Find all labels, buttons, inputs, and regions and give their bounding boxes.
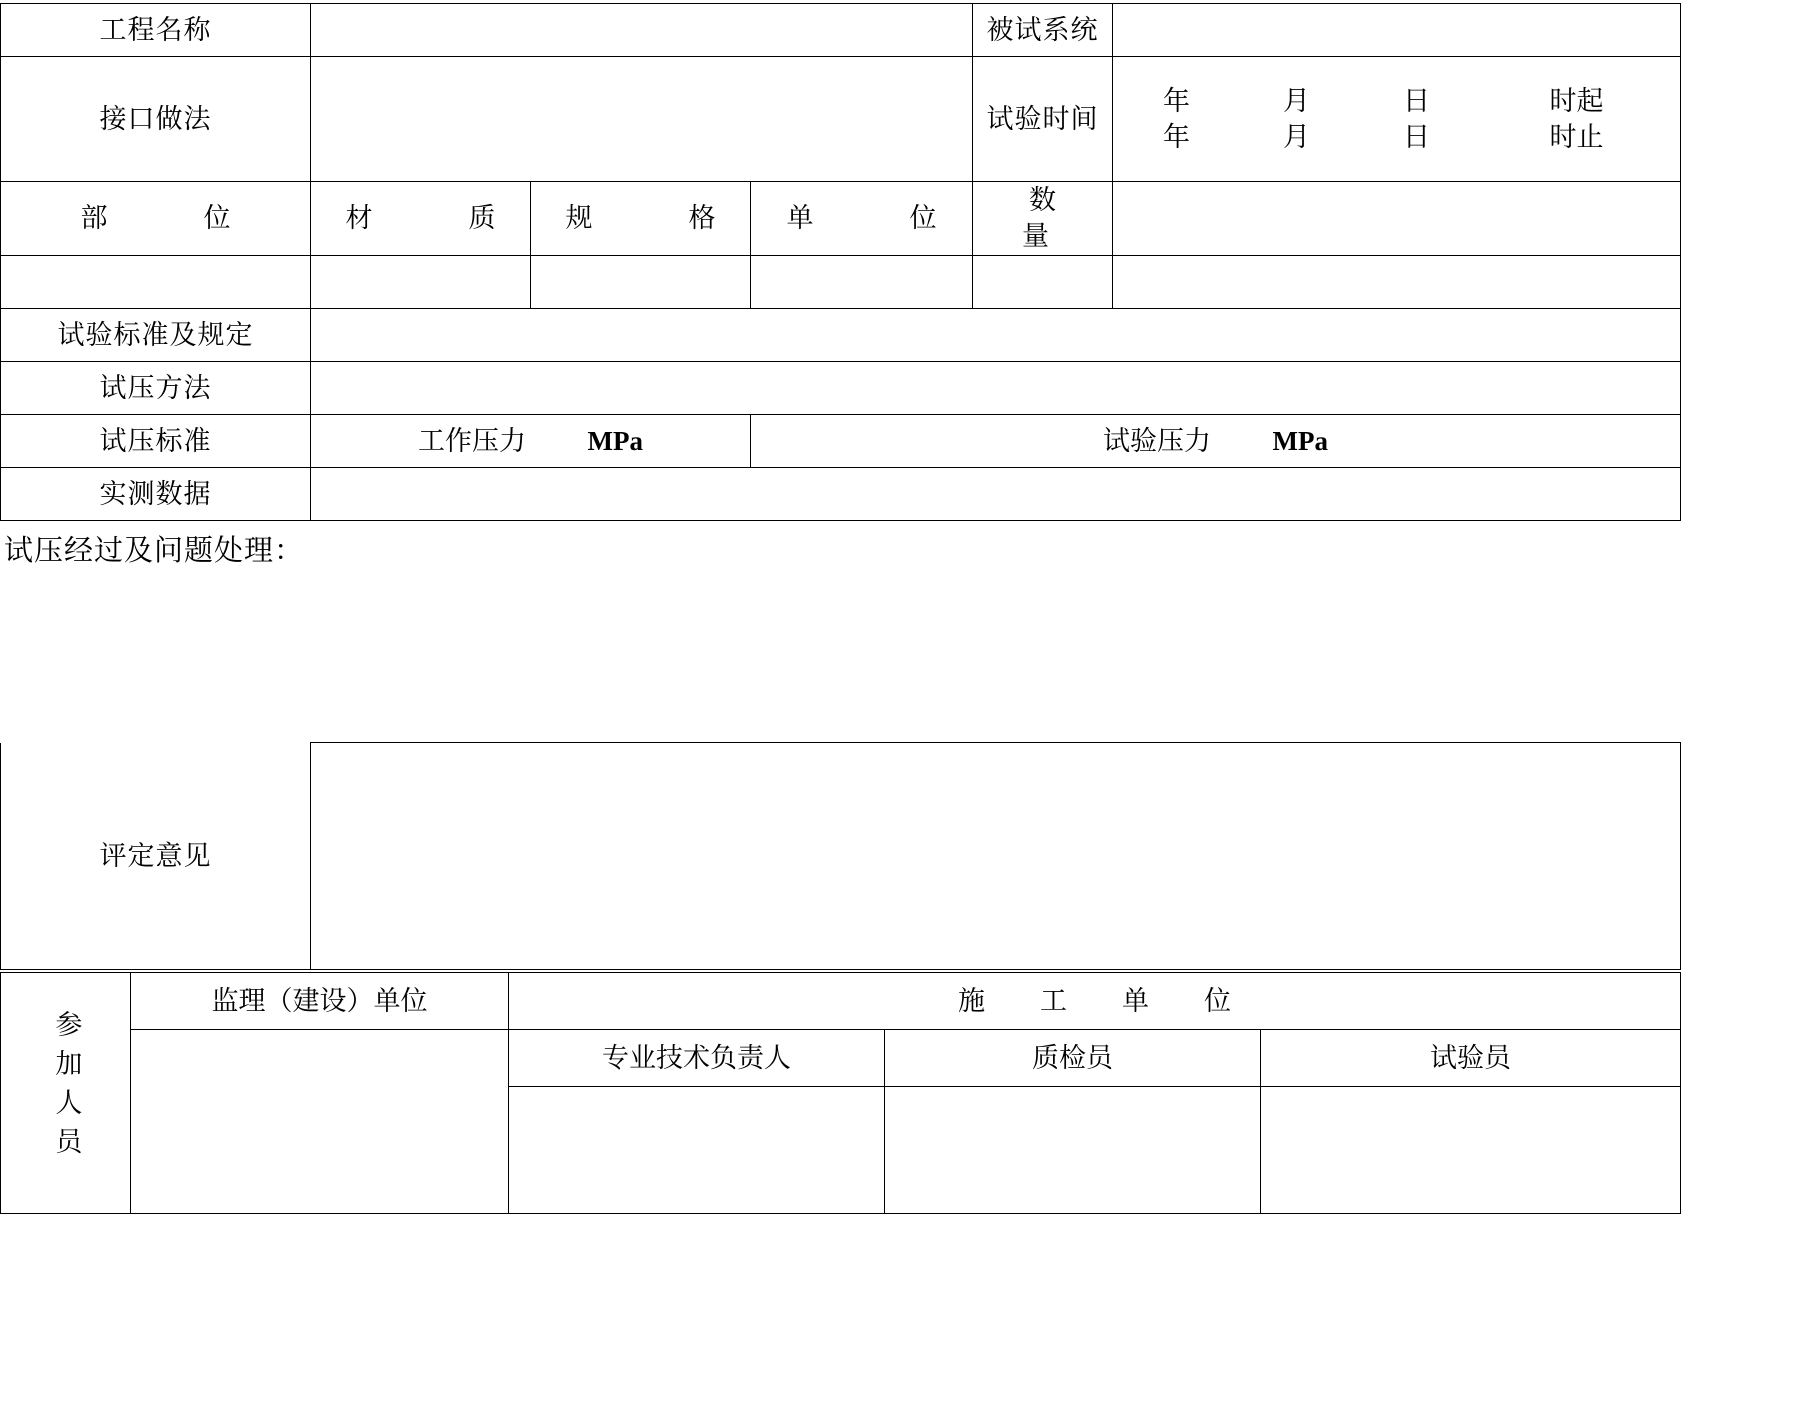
label-participants <box>1 973 131 1214</box>
end-month-label: 月 <box>1283 122 1311 152</box>
input-test-time[interactable] <box>1113 57 1681 182</box>
table-row-participants-subheader <box>1 1030 1681 1087</box>
header-quality-inspector: 质检员 <box>885 1030 1261 1087</box>
input-tested-system[interactable] <box>1113 4 1681 57</box>
input-evaluation-opinion[interactable] <box>311 743 1681 970</box>
input-supervisor-unit[interactable] <box>131 1030 509 1214</box>
test-time-start-line <box>1113 83 1680 119</box>
table-row-joint-method <box>1 57 1681 182</box>
header-technical-lead: 专业技术负责人 <box>509 1030 885 1087</box>
table-row-project <box>1 4 1681 57</box>
opinion-table <box>0 742 1681 970</box>
table-row-material-values <box>1 255 1681 308</box>
start-month-label: 月 <box>1283 85 1311 116</box>
label-tested-system: 被试系统 <box>973 4 1113 57</box>
input-test-method[interactable] <box>311 361 1681 414</box>
header-construction-unit: 施 工 单 位 <box>509 973 1681 1030</box>
input-technical-lead[interactable] <box>509 1087 885 1214</box>
table-row-measured-data <box>1 467 1681 520</box>
input-project-name[interactable] <box>311 4 973 57</box>
start-day-label: 日 <box>1403 85 1431 116</box>
header-tester: 试验员 <box>1261 1030 1681 1087</box>
header-part: 部 位 <box>1 182 311 256</box>
cell-unit-value[interactable] <box>751 255 973 308</box>
cell-tail-value[interactable] <box>1113 255 1681 308</box>
input-test-standard[interactable] <box>311 308 1681 361</box>
header-material: 材 质 <box>311 182 531 256</box>
header-supervisor-unit: 监理（建设）单位 <box>131 973 509 1030</box>
table-row-opinion <box>1 743 1681 970</box>
input-joint-method[interactable] <box>311 57 973 182</box>
input-tester[interactable] <box>1261 1087 1681 1214</box>
label-test-pressure: 试验压力 <box>1103 425 1212 456</box>
start-year-label: 年 <box>1163 85 1191 116</box>
input-quality-inspector[interactable] <box>885 1087 1261 1214</box>
label-measured-data: 实测数据 <box>1 467 311 520</box>
header-unit: 单 位 <box>751 182 973 256</box>
label-pressure-standard: 试压标准 <box>1 414 311 467</box>
table-row-pressure-standard <box>1 414 1681 467</box>
unit-working-pressure: MPa <box>587 425 643 456</box>
label-test-method: 试压方法 <box>1 361 311 414</box>
input-measured-data[interactable] <box>311 467 1681 520</box>
start-hour-label: 时起 <box>1549 85 1604 116</box>
upper-table <box>0 3 1681 521</box>
cell-material-value[interactable] <box>311 255 531 308</box>
label-test-standard: 试验标准及规定 <box>1 308 311 361</box>
end-year-label: 年 <box>1163 122 1191 152</box>
header-tail-blank <box>1113 182 1681 256</box>
end-hour-label: 时止 <box>1549 122 1604 152</box>
table-row-test-standard <box>1 308 1681 361</box>
participants-table <box>0 972 1681 1214</box>
header-specification: 规 格 <box>531 182 751 256</box>
table-row-test-method <box>1 361 1681 414</box>
unit-test-pressure: MPa <box>1272 425 1328 456</box>
label-joint-method: 接口做法 <box>1 57 311 182</box>
header-quantity: 数 量 <box>973 182 1113 256</box>
table-row-material-headers <box>1 182 1681 256</box>
cell-working-pressure[interactable] <box>311 414 751 467</box>
participants-vertical-label: 参加人员 <box>51 1010 82 1167</box>
label-test-time: 试验时间 <box>973 57 1113 182</box>
cell-specification-value[interactable] <box>531 255 751 308</box>
label-evaluation-opinion: 评定意见 <box>1 743 311 970</box>
test-time-end-line <box>1113 119 1680 155</box>
note-label: 试压经过及问题处理： <box>4 535 305 567</box>
cell-quantity-value[interactable] <box>973 255 1113 308</box>
cell-test-pressure[interactable] <box>751 414 1681 467</box>
label-project-name: 工程名称 <box>1 4 311 57</box>
end-day-label: 日 <box>1403 122 1431 152</box>
table-row-participants-header <box>1 973 1681 1030</box>
cell-part-value[interactable] <box>1 255 311 308</box>
label-working-pressure: 工作压力 <box>418 425 526 456</box>
